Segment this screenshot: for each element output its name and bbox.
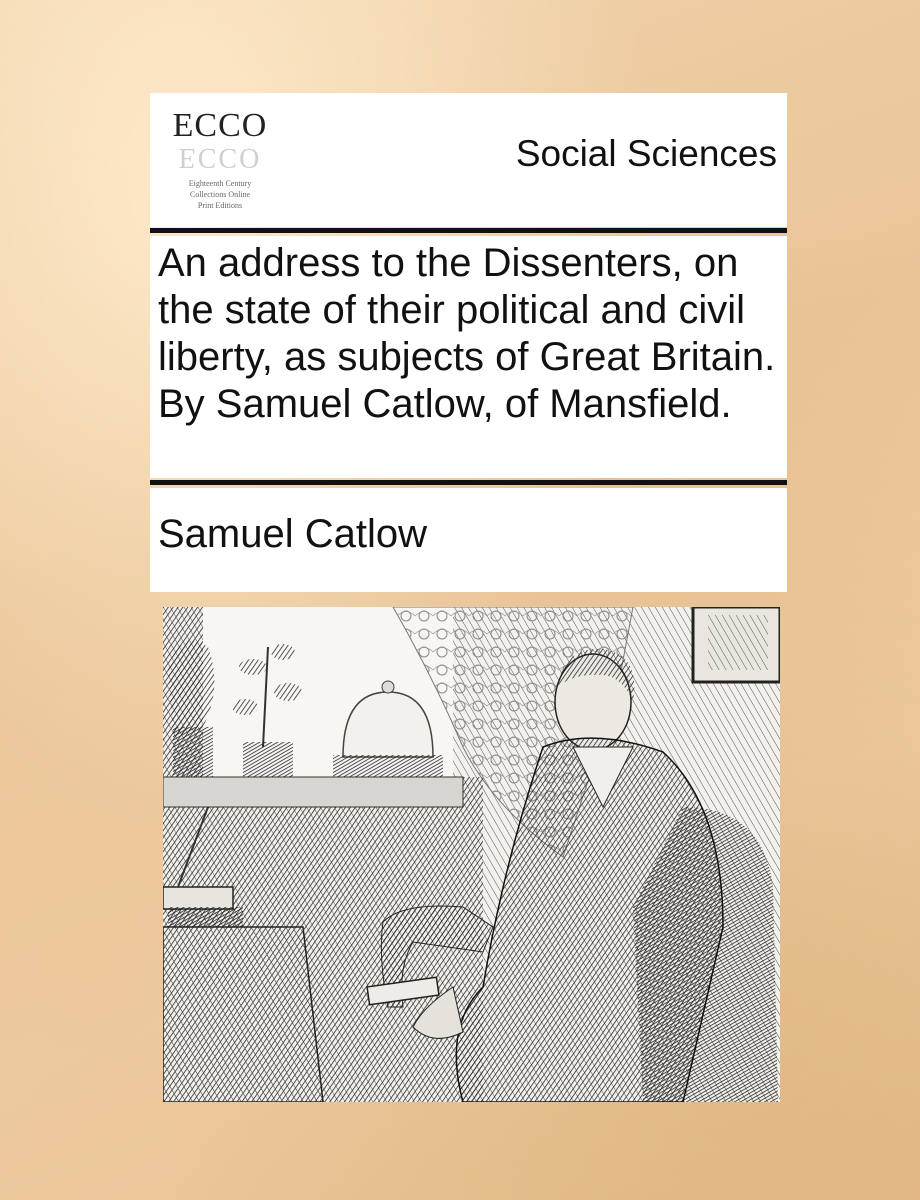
cover-engraving-illustration (163, 607, 780, 1102)
logo-mark: ECCO (172, 107, 268, 144)
logo-caption-line: Eighteenth Century (188, 179, 252, 188)
divider-rule (150, 228, 787, 233)
series-header-panel (150, 93, 787, 227)
book-title: An address to the Dissenters, on the state of their political and civil liberty, as subjects of Great Britain. By Samuel Catlow, of Mansfield. (158, 241, 776, 426)
logo-caption-line: Collections Online (189, 190, 251, 199)
title-panel (150, 236, 787, 478)
author-name: Samuel Catlow (158, 512, 428, 556)
plant-pot-left (173, 727, 213, 777)
window-sill (163, 777, 463, 807)
logo-caption-line: Print Editions (197, 201, 243, 210)
picture-frame-image (708, 615, 768, 670)
ecco-logo (170, 107, 270, 215)
author-panel (150, 488, 787, 592)
divider-rule (150, 480, 787, 485)
engraving-art (163, 607, 780, 1102)
logo-mirror-mark: ECCO (178, 142, 262, 173)
series-label: Social Sciences (515, 133, 777, 174)
